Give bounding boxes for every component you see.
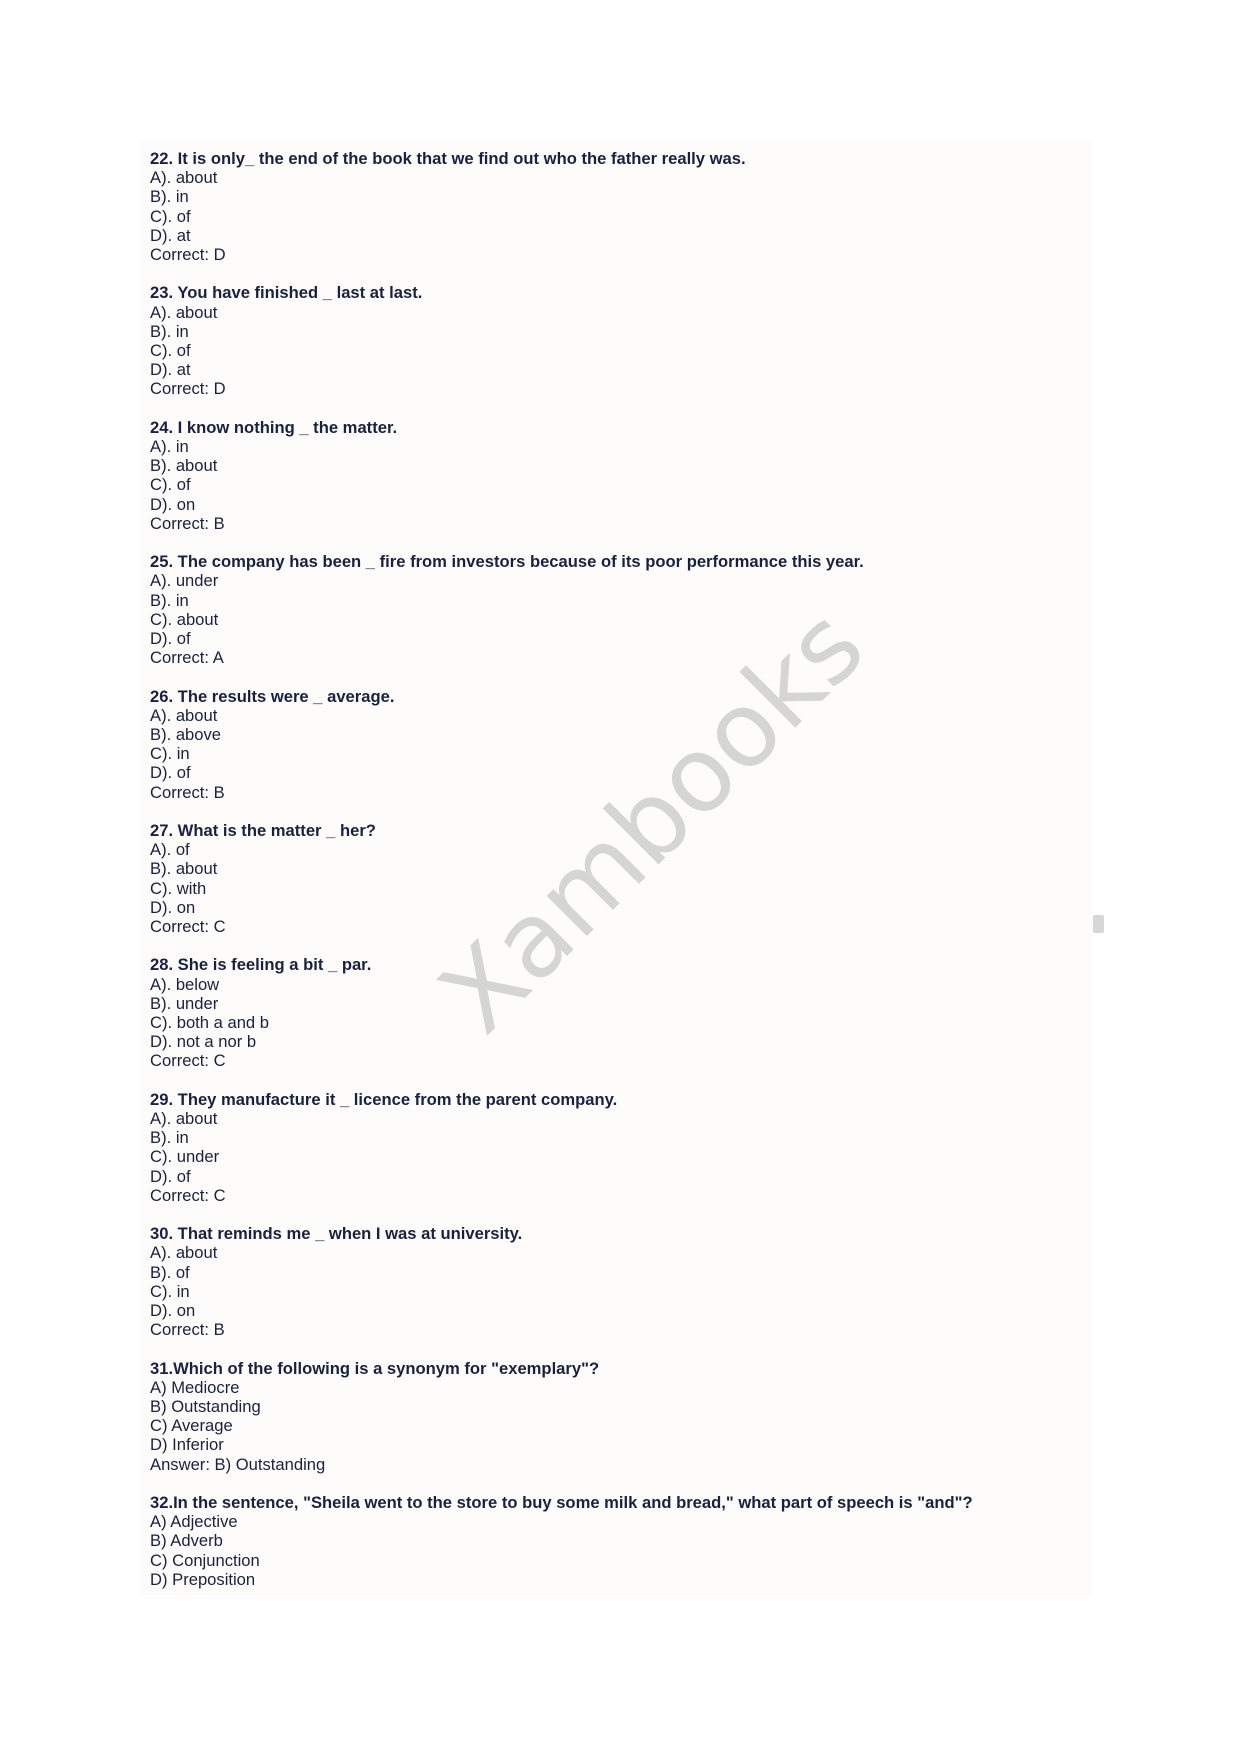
question-text: 28. She is feeling a bit _ par. <box>150 955 372 975</box>
option-d: D). at <box>150 225 191 245</box>
option-c: C). in <box>150 744 190 764</box>
correct-answer: Correct: D <box>150 245 226 265</box>
option-d: D). on <box>150 897 196 917</box>
question-text: 31.Which of the following is a synonym for "exemplary"? <box>150 1358 600 1378</box>
option-b: B). above <box>150 725 222 745</box>
question-text: 22. It is only_ the end of the book that we find out who the father really was. <box>150 149 746 168</box>
option-d: D). at <box>150 360 191 380</box>
option-c: C). of <box>150 341 191 361</box>
question-list <box>150 149 1090 1608</box>
option-a: A). about <box>150 1243 218 1263</box>
option-c: C) Average <box>150 1416 233 1436</box>
option-b: B). in <box>150 321 189 341</box>
correct-answer: Correct: C <box>150 1185 226 1205</box>
question-text: 23. You have finished _ last at last. <box>150 283 423 303</box>
correct-answer: Correct: C <box>150 917 226 937</box>
question-text: 24. I know nothing _ the matter. <box>150 417 398 437</box>
question-23 <box>150 283 1090 398</box>
option-a: A). below <box>150 974 220 994</box>
option-b: B) Adverb <box>150 1531 223 1551</box>
question-29 <box>150 1090 1090 1205</box>
option-c: C). of <box>150 475 191 495</box>
option-d: D). of <box>150 1166 191 1186</box>
question-31 <box>150 1359 1090 1474</box>
option-a: A). about <box>150 1109 218 1129</box>
option-a: A). about <box>150 705 218 725</box>
question-28 <box>150 955 1090 1070</box>
correct-answer: Correct: B <box>150 782 225 802</box>
option-d: D). of <box>150 763 191 783</box>
option-c: C). in <box>150 1281 190 1301</box>
question-27 <box>150 821 1090 936</box>
question-text: 27. What is the matter _ her? <box>150 821 376 841</box>
question-text: 25. The company has been _ fire from investors because of its poor performance this year. <box>150 552 864 572</box>
option-a: A). under <box>150 571 219 591</box>
question-text: 29. They manufacture it _ licence from the parent company. <box>150 1089 618 1109</box>
option-c: C). with <box>150 878 207 898</box>
question-22 <box>150 149 1090 264</box>
option-d: D) Inferior <box>150 1435 224 1455</box>
question-26 <box>150 687 1090 802</box>
option-d: D) Preposition <box>150 1569 256 1589</box>
correct-answer: Correct: D <box>150 379 226 399</box>
option-d: D). on <box>150 1301 196 1321</box>
option-d: D). on <box>150 494 196 514</box>
option-b: B). under <box>150 993 219 1013</box>
correct-answer: Correct: C <box>150 1051 226 1071</box>
question-text: 26. The results were _ average. <box>150 686 395 706</box>
correct-answer: Correct: B <box>150 513 225 533</box>
option-a: A). about <box>150 168 218 188</box>
correct-answer: Answer: B) Outstanding <box>150 1454 326 1474</box>
option-c: C). both a and b <box>150 1013 270 1033</box>
question-text: 30. That reminds me _ when I was at university. <box>150 1224 523 1244</box>
question-25 <box>150 552 1090 667</box>
option-a: A) Adjective <box>150 1512 238 1532</box>
option-d: D). not a nor b <box>150 1032 257 1052</box>
option-a: A). in <box>150 437 189 457</box>
option-c: C). of <box>150 206 191 226</box>
option-b: B). about <box>150 859 218 879</box>
question-32 <box>150 1493 1090 1589</box>
option-d: D). of <box>150 629 191 649</box>
scrollbar-thumb[interactable] <box>1093 915 1104 933</box>
option-c: C) Conjunction <box>150 1550 260 1570</box>
option-a: A). about <box>150 302 218 322</box>
option-b: B). about <box>150 456 218 476</box>
correct-answer: Correct: B <box>150 1320 225 1340</box>
option-c: C). under <box>150 1147 220 1167</box>
option-a: A) Mediocre <box>150 1377 240 1397</box>
option-b: B). in <box>150 187 189 207</box>
option-c: C). about <box>150 609 219 629</box>
correct-answer: Correct: A <box>150 648 224 668</box>
question-text: 32.In the sentence, "Sheila went to the store to buy some milk and bread," what part of speech is "and"? <box>150 1493 973 1513</box>
option-b: B). of <box>150 1262 190 1282</box>
option-a: A). of <box>150 840 190 860</box>
question-24 <box>150 418 1090 533</box>
option-b: B) Outstanding <box>150 1397 261 1417</box>
question-30 <box>150 1224 1090 1339</box>
watermark: Xambooks <box>416 584 888 1056</box>
option-b: B). in <box>150 590 189 610</box>
option-b: B). in <box>150 1128 189 1148</box>
